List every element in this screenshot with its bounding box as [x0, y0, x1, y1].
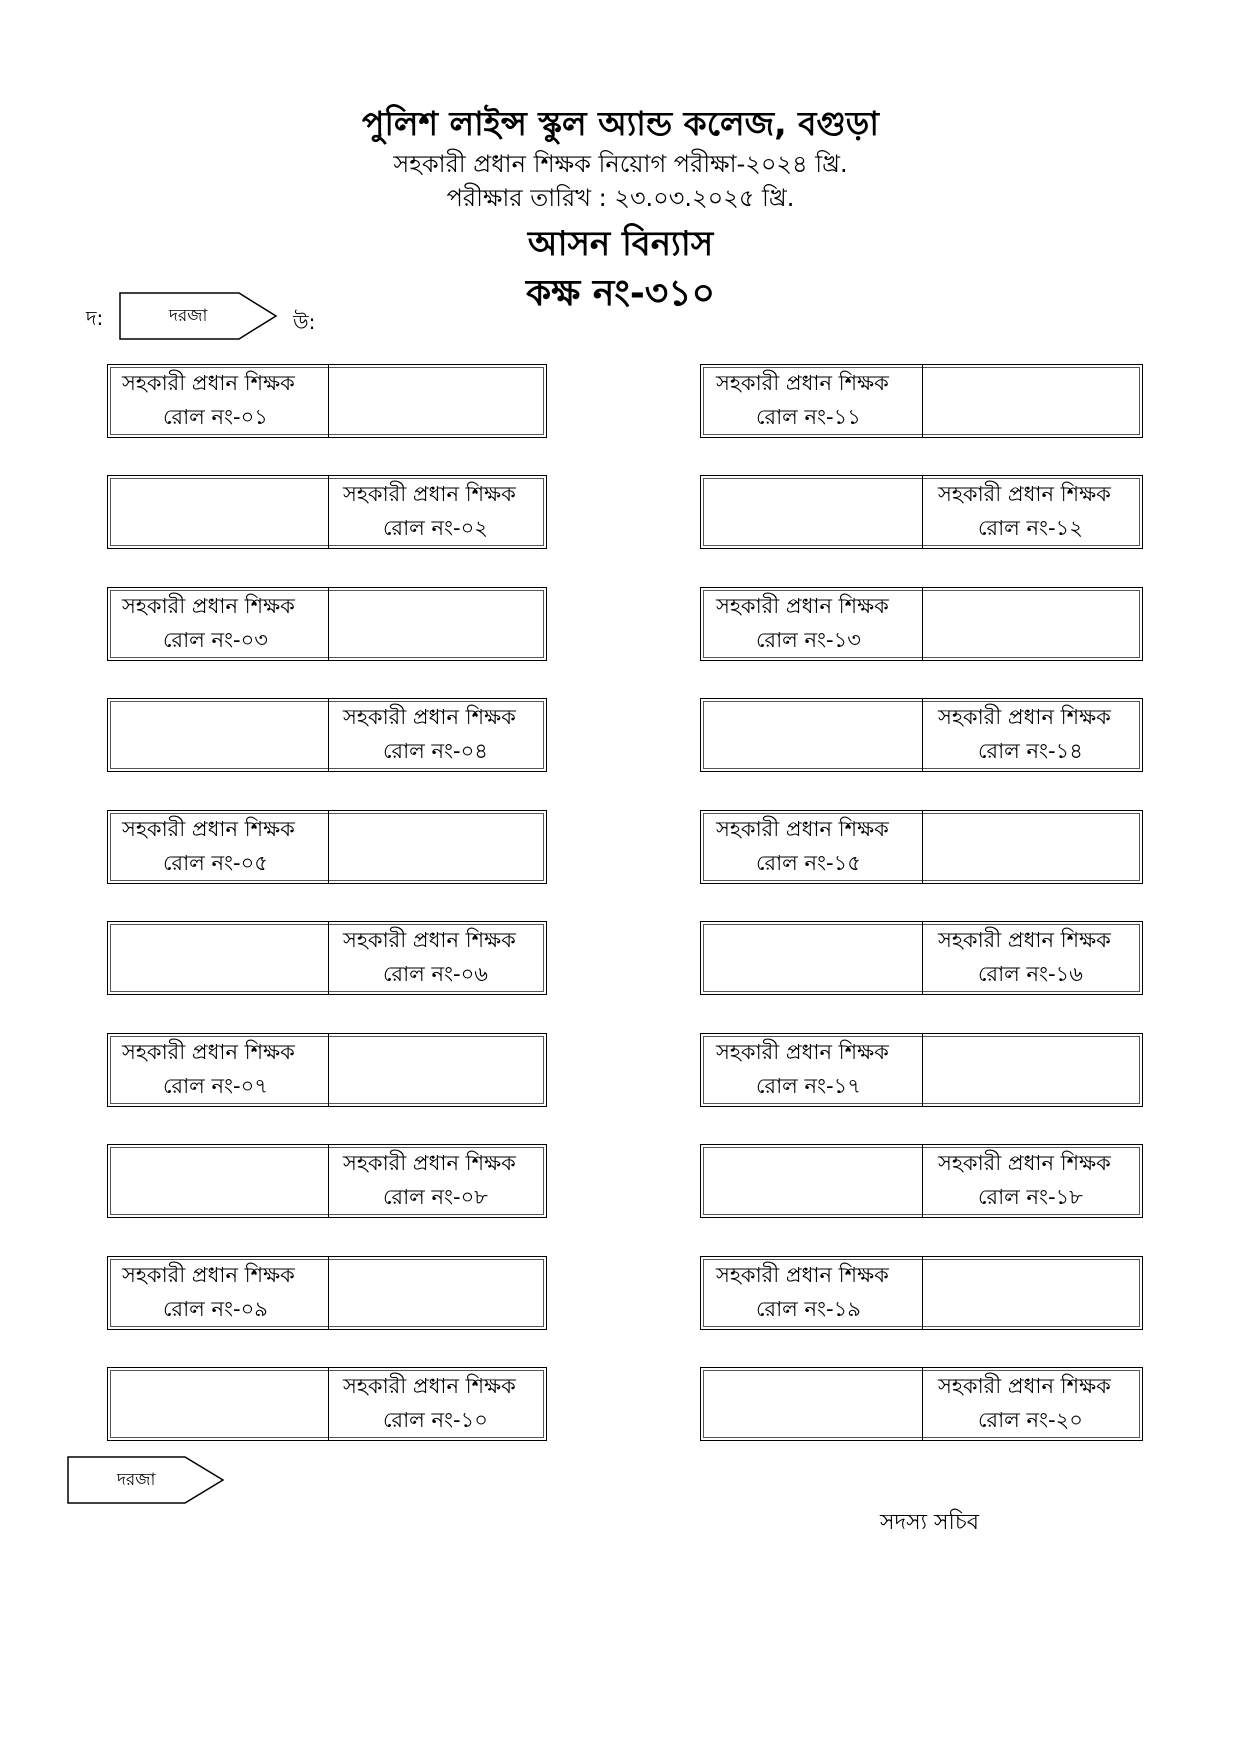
door-label: দরজা	[169, 306, 208, 326]
exam-date: পরীক্ষার তারিখ : ২৩.০৩.২০২৫ খ্রি.	[446, 184, 795, 212]
seat-roll-02	[107, 475, 547, 549]
seat-title: সহকারী প্রধান শিক্ষক	[716, 371, 889, 395]
north-marker: উ:	[293, 310, 316, 334]
seat-title: সহকারী প্রধান শিক্ষক	[938, 928, 1111, 952]
seat-roll: রোল নং-১০	[383, 1408, 488, 1432]
seat-roll: রোল নং-১৫	[756, 851, 861, 875]
seat-roll: রোল নং-০৫	[163, 851, 268, 875]
seat-roll-06	[107, 921, 547, 995]
seat-roll-08	[107, 1144, 547, 1218]
seat-title: সহকারী প্রধান শিক্ষক	[343, 1151, 516, 1175]
seat-title: সহকারী প্রধান শিক্ষক	[122, 594, 295, 618]
door-label: দরজা	[117, 1470, 156, 1490]
signature-label: সদস্য সচিব	[880, 1510, 979, 1535]
seat-title: সহকারী প্রধান শিক্ষক	[122, 817, 295, 841]
seat-roll: রোল নং-১৯	[756, 1297, 861, 1321]
seat-roll-09	[107, 1256, 547, 1330]
seat-roll: রোল নং-১২	[978, 516, 1083, 540]
room-number: কক্ষ নং-৩১০	[526, 273, 715, 314]
seating-heading: আসন বিন্যাস	[527, 224, 714, 264]
seat-roll-01	[107, 364, 547, 438]
seat-roll-14	[700, 698, 1143, 772]
seat-title: সহকারী প্রধান শিক্ষক	[716, 817, 889, 841]
seat-roll-07	[107, 1033, 547, 1107]
seat-title: সহকারী প্রধান শিক্ষক	[938, 705, 1111, 729]
seat-title: সহকারী প্রধান শিক্ষক	[938, 482, 1111, 506]
seat-roll: রোল নং-১৭	[756, 1074, 861, 1098]
seat-roll: রোল নং-০৯	[163, 1297, 268, 1321]
seat-roll: রোল নং-০৮	[383, 1185, 488, 1209]
seat-roll-04	[107, 698, 547, 772]
seat-title: সহকারী প্রধান শিক্ষক	[343, 1374, 516, 1398]
seat-roll: রোল নং-১১	[756, 405, 861, 429]
seat-roll-10	[107, 1367, 547, 1441]
seat-title: সহকারী প্রধান শিক্ষক	[716, 1040, 889, 1064]
seat-roll: রোল নং-০৪	[383, 739, 488, 763]
seat-title: সহকারী প্রধান শিক্ষক	[122, 1040, 295, 1064]
seat-roll: রোল নং-১৪	[978, 739, 1083, 763]
seat-roll-05	[107, 810, 547, 884]
door-top	[119, 292, 279, 340]
seat-roll-20	[700, 1367, 1143, 1441]
seat-title: সহকারী প্রধান শিক্ষক	[938, 1151, 1111, 1175]
seat-title: সহকারী প্রধান শিক্ষক	[343, 928, 516, 952]
seat-title: সহকারী প্রধান শিক্ষক	[343, 705, 516, 729]
institution-name: পুলিশ লাইন্স স্কুল অ্যান্ড কলেজ, বগুড়া	[362, 104, 879, 143]
seat-roll-17	[700, 1033, 1143, 1107]
seat-roll: রোল নং-০১	[163, 405, 268, 429]
seat-title: সহকারী প্রধান শিক্ষক	[716, 1263, 889, 1287]
seat-title: সহকারী প্রধান শিক্ষক	[343, 482, 516, 506]
seat-roll: রোল নং-১৩	[756, 628, 861, 652]
door-bottom	[67, 1456, 227, 1504]
seat-roll-16	[700, 921, 1143, 995]
seat-title: সহকারী প্রধান শিক্ষক	[938, 1374, 1111, 1398]
seat-roll-15	[700, 810, 1143, 884]
seat-title: সহকারী প্রধান শিক্ষক	[716, 594, 889, 618]
south-marker: দ:	[86, 306, 104, 330]
seat-roll-13	[700, 587, 1143, 661]
seat-title: সহকারী প্রধান শিক্ষক	[122, 1263, 295, 1287]
seat-title: সহকারী প্রধান শিক্ষক	[122, 371, 295, 395]
seat-roll-03	[107, 587, 547, 661]
seat-roll: রোল নং-০৬	[383, 962, 488, 986]
seat-roll: রোল নং-১৬	[978, 962, 1083, 986]
seat-roll-11	[700, 364, 1143, 438]
exam-title: সহকারী প্রধান শিক্ষক নিয়োগ পরীক্ষা-২০২৪ খ্রি.	[393, 150, 848, 178]
seat-roll-12	[700, 475, 1143, 549]
seat-roll: রোল নং-০২	[383, 516, 488, 540]
seat-roll-18	[700, 1144, 1143, 1218]
seat-roll: রোল নং-০৭	[163, 1074, 268, 1098]
seat-roll: রোল নং-১৮	[978, 1185, 1083, 1209]
seat-roll: রোল নং-০৩	[163, 628, 268, 652]
seat-roll-19	[700, 1256, 1143, 1330]
seat-roll: রোল নং-২০	[978, 1408, 1083, 1432]
